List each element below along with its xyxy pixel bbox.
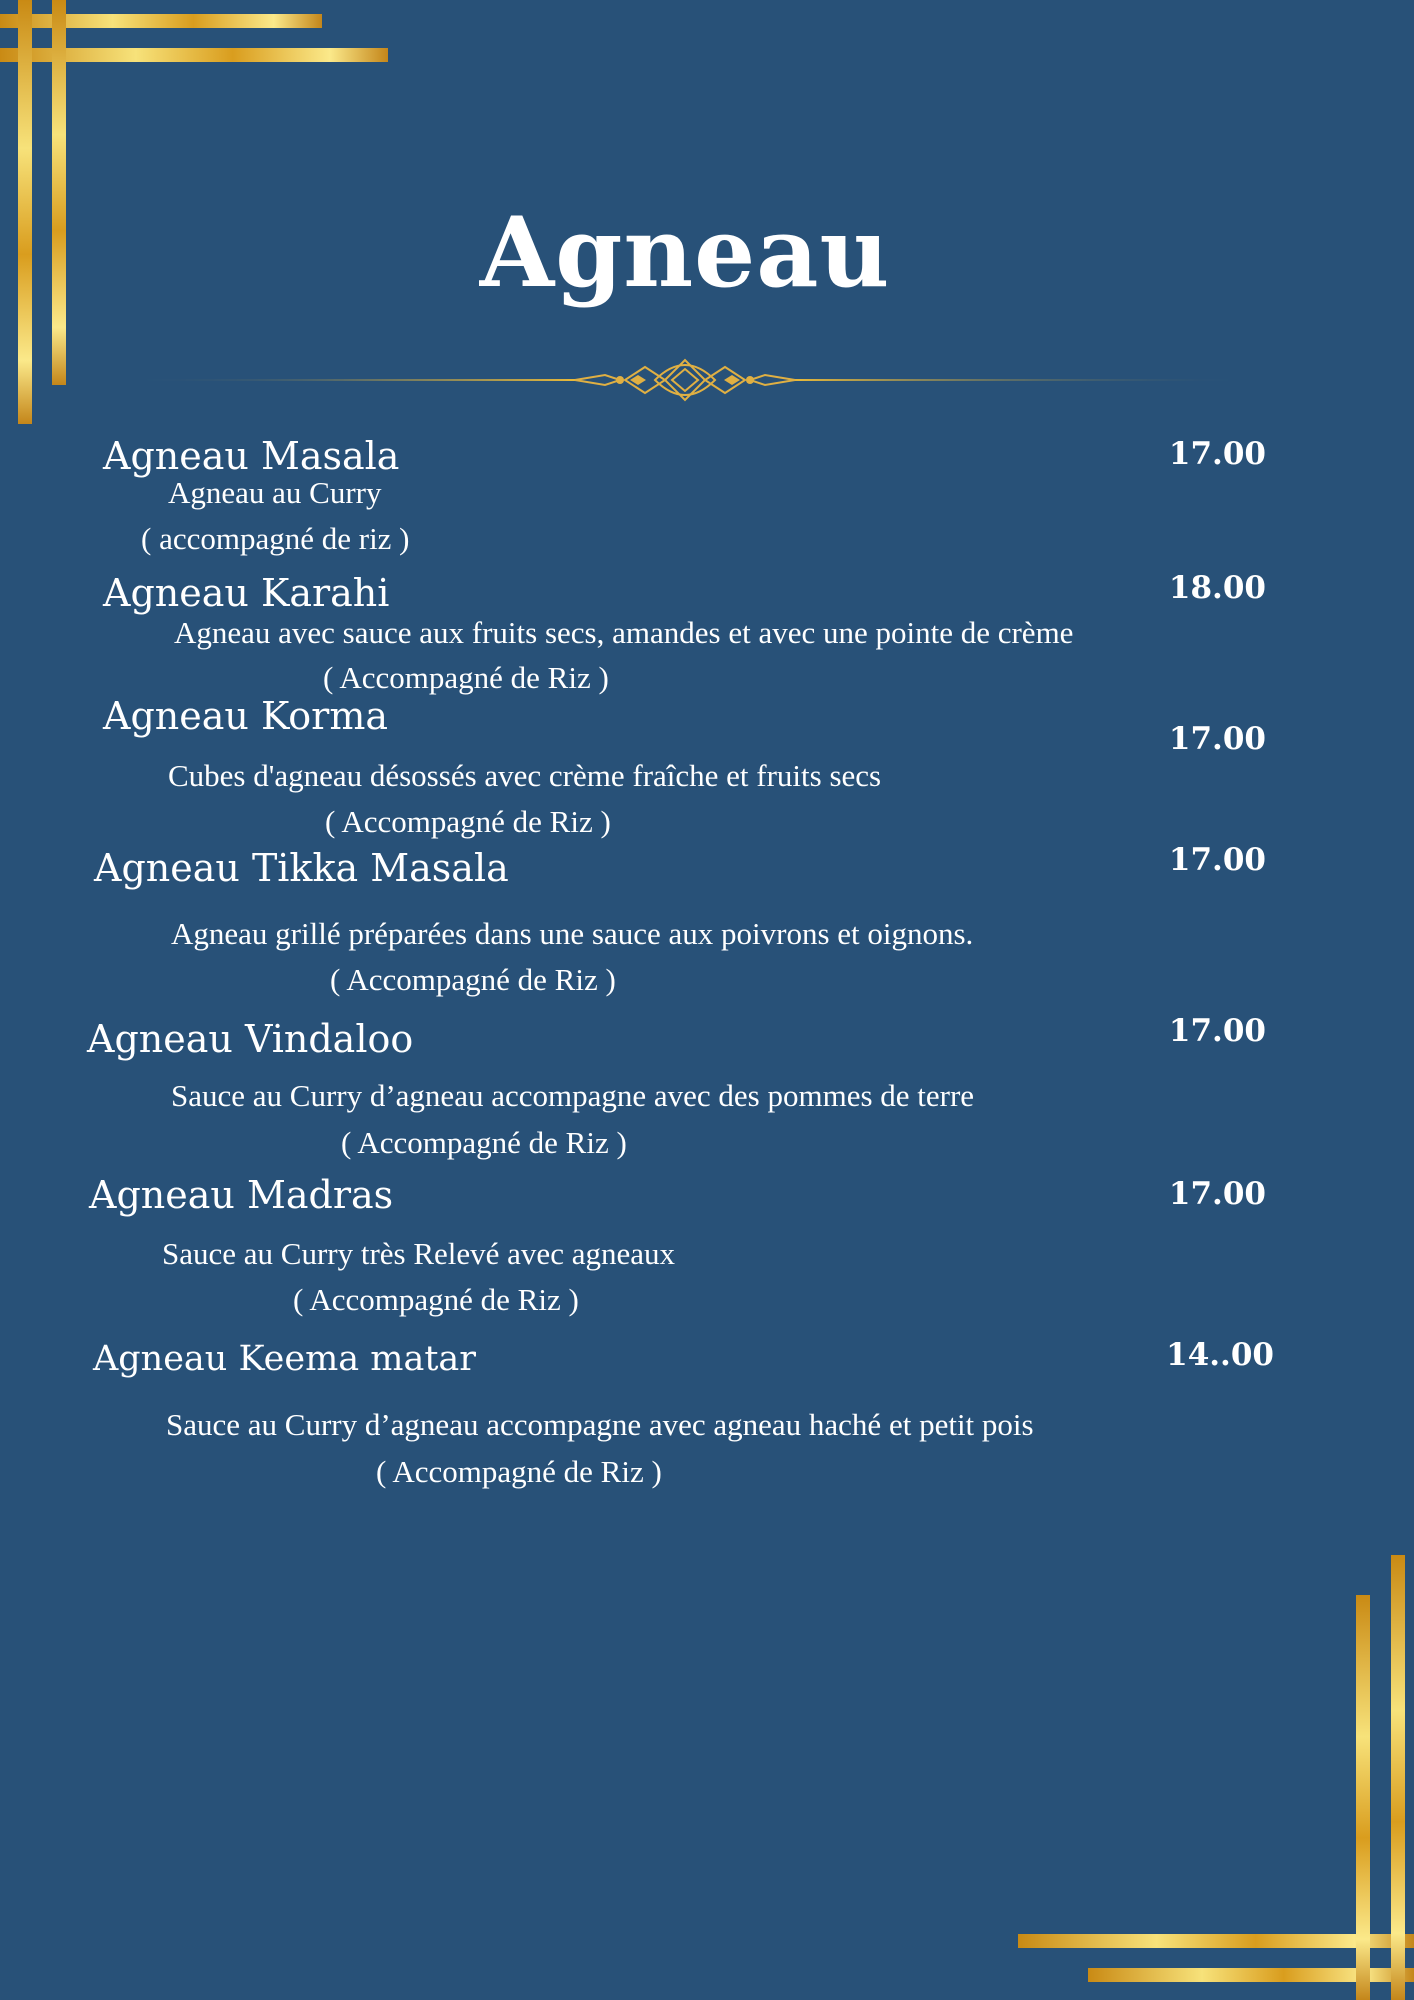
item-name: Agneau Tikka Masala bbox=[94, 846, 509, 890]
item-note: ( Accompagné de Riz ) bbox=[376, 1454, 662, 1489]
item-description: Agneau au Curry bbox=[168, 475, 382, 510]
item-note: ( Accompagné de Riz ) bbox=[323, 660, 609, 695]
item-description: Sauce au Curry d’agneau accompagne avec agneau haché et petit pois bbox=[166, 1407, 1034, 1442]
item-note: ( Accompagné de Riz ) bbox=[293, 1282, 579, 1317]
item-price: 18.00 bbox=[1168, 570, 1266, 606]
item-note: ( Accompagné de Riz ) bbox=[341, 1125, 627, 1160]
item-price: 17.00 bbox=[1168, 1013, 1266, 1049]
item-description: Agneau avec sauce aux fruits secs, amandes et avec une pointe de crème bbox=[174, 615, 1074, 650]
item-description: Cubes d'agneau désossés avec crème fraîche et fruits secs bbox=[168, 758, 882, 793]
ornamental-divider bbox=[120, 355, 1250, 405]
item-name: Agneau Vindaloo bbox=[87, 1017, 414, 1061]
item-note: ( Accompagné de Riz ) bbox=[325, 804, 611, 839]
item-description: Agneau grillé préparées dans une sauce aux poivrons et oignons. bbox=[171, 916, 974, 951]
item-note: ( accompagné de riz ) bbox=[141, 521, 410, 556]
item-description: Sauce au Curry d’agneau accompagne avec des pommes de terre bbox=[171, 1078, 975, 1113]
item-price: 17.00 bbox=[1168, 842, 1266, 878]
page-title: Agneau bbox=[479, 196, 891, 309]
item-name: Agneau Madras bbox=[89, 1173, 394, 1217]
item-description: Sauce au Curry très Relevé avec agneaux bbox=[162, 1236, 675, 1271]
item-name: Agneau Karahi bbox=[103, 571, 390, 615]
item-price: 17.00 bbox=[1168, 721, 1266, 757]
item-note: ( Accompagné de Riz ) bbox=[330, 962, 616, 997]
item-name: Agneau Masala bbox=[103, 434, 400, 478]
item-name: Agneau Keema matar bbox=[93, 1339, 477, 1379]
item-name: Agneau Korma bbox=[103, 694, 389, 738]
item-price: 17.00 bbox=[1168, 1176, 1266, 1212]
item-price: 17.00 bbox=[1168, 436, 1266, 472]
item-price: 14..00 bbox=[1166, 1337, 1274, 1373]
